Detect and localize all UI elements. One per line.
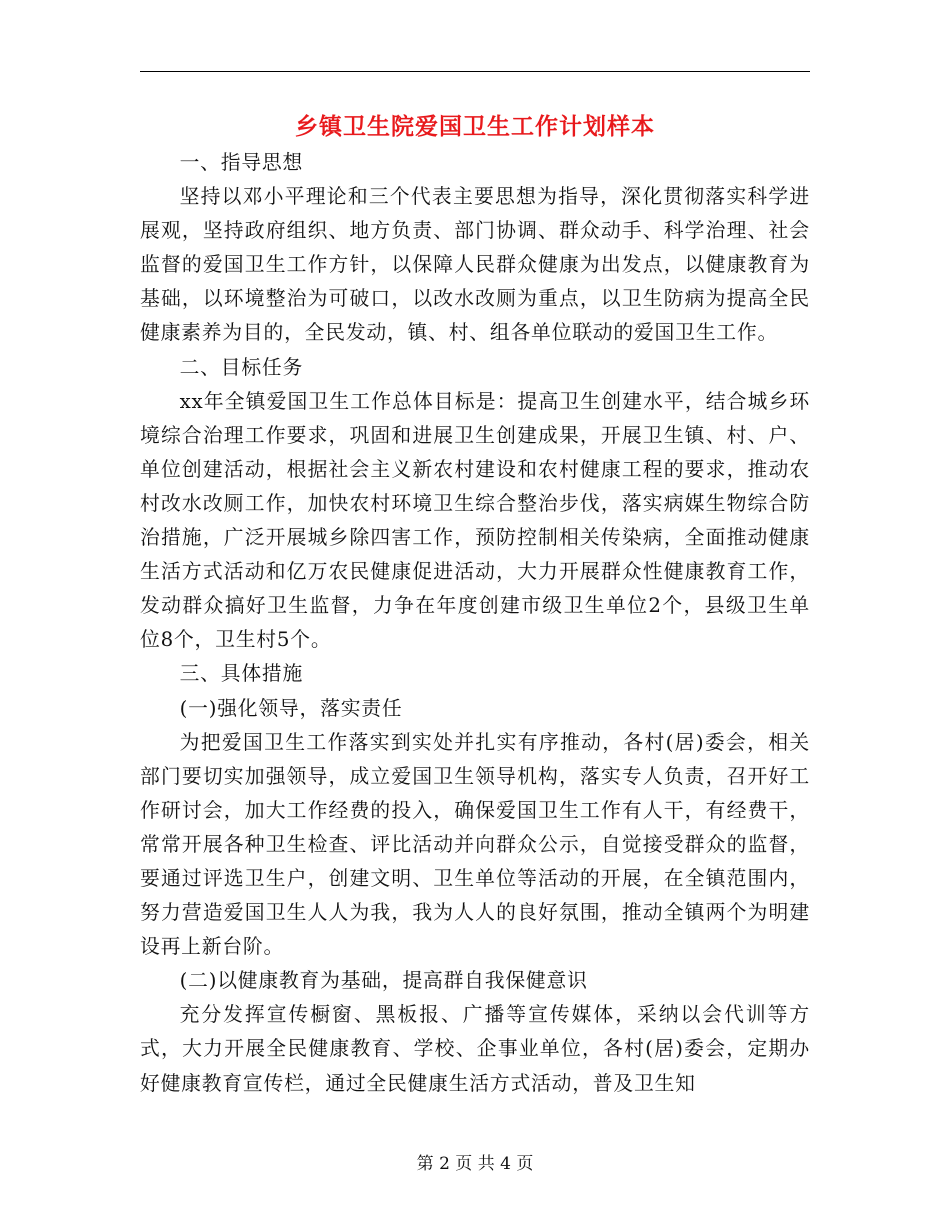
heading-guiding-ideology: 一、指导思想: [179, 151, 304, 174]
heading-goals: 二、目标任务: [179, 355, 304, 379]
document-body: [140, 146, 810, 1101]
heading-measures: 三、具体措施: [179, 662, 304, 686]
paragraph-health-education: 充分发挥宣传橱窗、黑板报、广播等宣传媒体，采纳以会代训等方式，大力开展全民健康教育、学校、企事业单位，各村(居)委会，定期办好健康教育宣传栏，通过全民健康生活方式活动，普及卫生知: [140, 1003, 810, 1095]
page-footer: 第 2 页 共 4 页: [416, 1154, 534, 1174]
paragraph-goals: xx年全镇爱国卫生工作总体目标是：提高卫生创建水平，结合城乡环境综合治理工作要求，巩固和进展卫生创建成果，开展卫生镇、村、户、单位创建活动，根据社会主义新农村建设和农村健康工程的要求，推动农村改水改厕工作，加快农村环境卫生综合整治步伐，落实病媒生物综合防治措施，广泛开展城乡除四害工作，预防控制相关传染病，全面推动健康生活方式活动和亿万农民健康促进活动，大力开展群众性健康教育工作，发动群众搞好卫生监督，力争在年度创建市级卫生单位2个，县级卫生单位8个，卫生村5个。: [140, 389, 810, 652]
subheading-leadership: (一)强化领导，落实责任: [179, 696, 403, 720]
subheading-health-education: (二)以健康教育为基础，提高群自我保健意识: [179, 969, 588, 993]
paragraph-guiding-ideology: 坚持以邓小平理论和三个代表主要思想为指导，深化贯彻落实科学进展观，坚持政府组织、地方负责、部门协调、群众动手、科学治理、社会监督的爱国卫生工作方针，以保障人民群众健康为出发点，以健康教育为基础，以环境整治为可破口，以改水改厕为重点，以卫生防病为提高全民健康素养为目的，全民发动，镇、村、组各单位联动的爱国卫生工作。: [140, 185, 810, 345]
document-title: 乡镇卫生院爱国卫生工作计划样本: [295, 113, 655, 140]
paragraph-leadership: 为把爱国卫生工作落实到实处并扎实有序推动，各村(居)委会，相关部门要切实加强领导，成立爱国卫生领导机构，落实专人负责，召开好工作研讨会，加大工作经费的投入，确保爱国卫生工作有人干，有经费干，常常开展各种卫生检查、评比活动并向群众公示，自觉接受群众的监督，要通过评选卫生户，创建文明、卫生单位等活动的开展，在全镇范围内，努力营造爱国卫生人人为我，我为人人的良好氛围，推动全镇两个为明建设再上新台阶。: [140, 730, 810, 959]
header-rule: [140, 71, 810, 72]
